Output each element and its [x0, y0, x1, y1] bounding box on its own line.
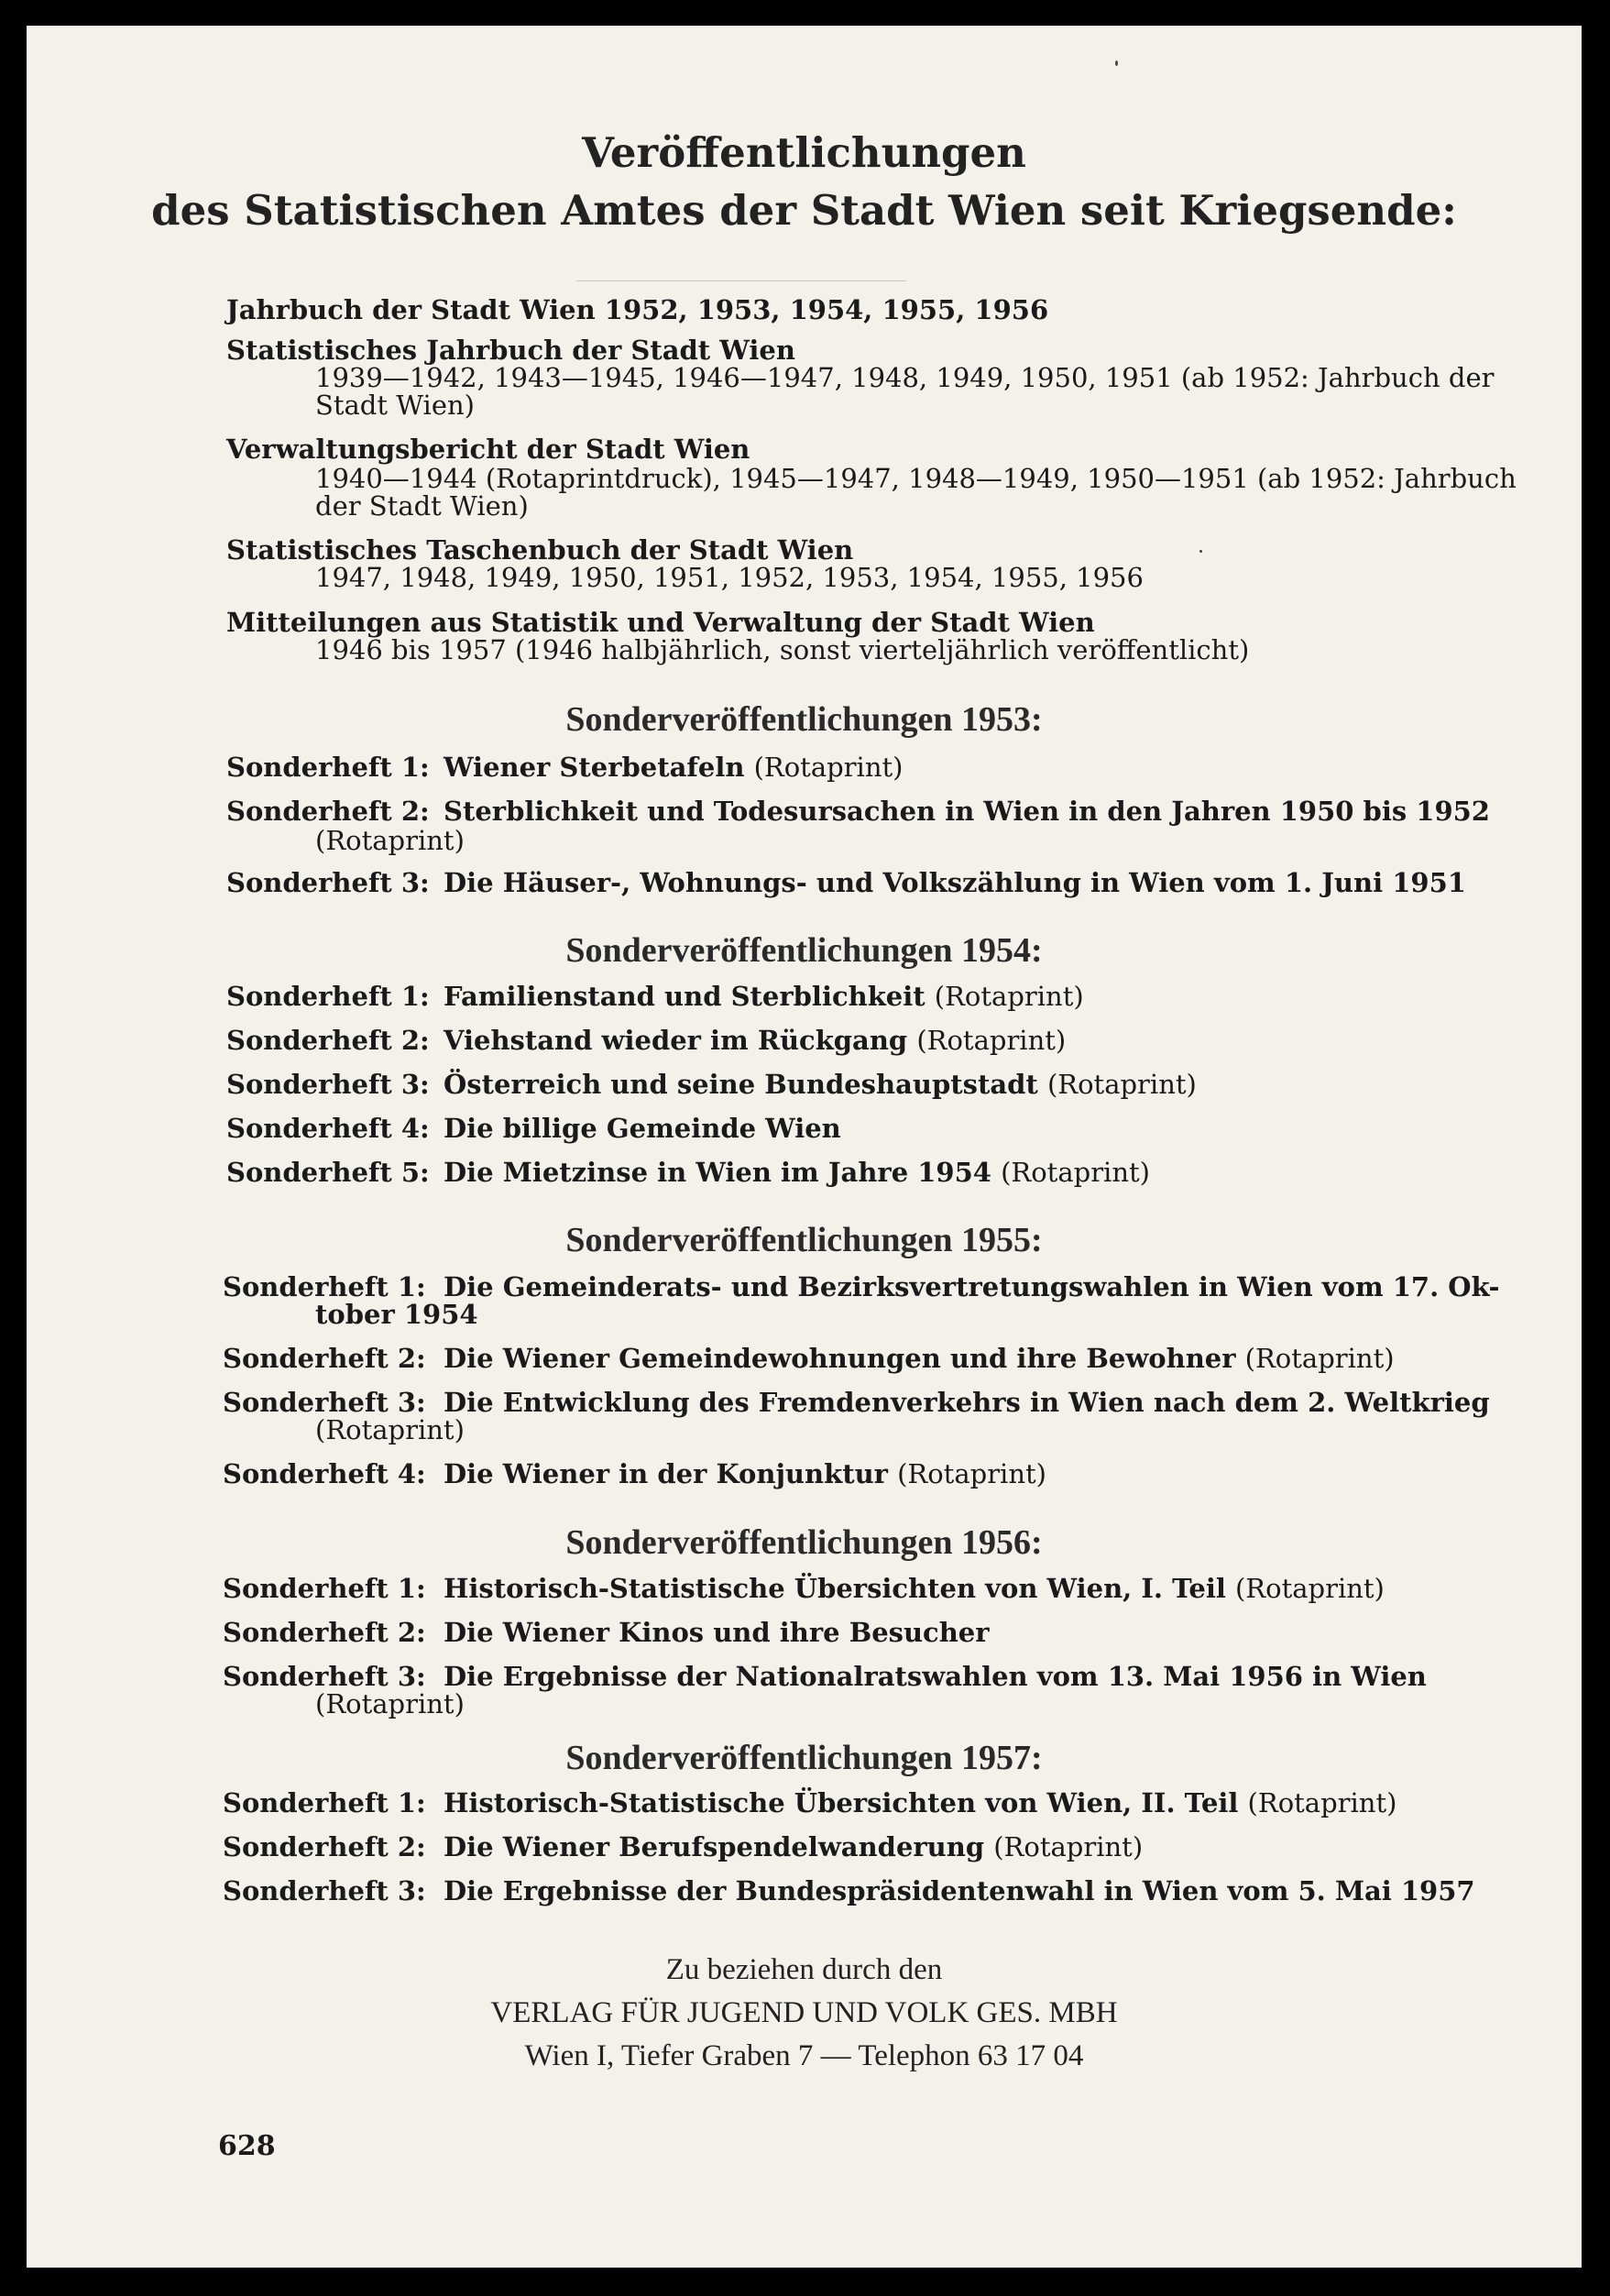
sonderheft-title-continued: tober 1954	[315, 1299, 478, 1330]
publication-detail: 1939—1942, 1943—1945, 1946—1947, 1948, 1949, 1950, 1951 (ab 1952: Jahrbuch der	[315, 362, 1495, 393]
section-heading-1953: Sonderveröffentlichungen 1953:	[565, 700, 1043, 739]
sonderheft-title: Historisch-Statistische Übersichten von Wien, I. Teil (Rotaprint)	[444, 1573, 1385, 1604]
sonderheft-label: Sonderheft 5:	[226, 1157, 430, 1188]
section-heading-1956: Sonderveröffentlichungen 1956:	[565, 1523, 1043, 1562]
section-heading-1955: Sonderveröffentlichungen 1955:	[565, 1221, 1043, 1259]
sonderheft-label: Sonderheft 3:	[226, 867, 430, 898]
sonderheft-label: Sonderheft 3:	[226, 1069, 430, 1100]
publication-title: Statistisches Taschenbuch der Stadt Wien	[226, 534, 854, 566]
sonderheft-title: Die Wiener in der Konjunktur (Rotaprint)	[444, 1458, 1046, 1489]
sonderheft-label: Sonderheft 2:	[223, 1617, 426, 1648]
sonderheft-label: Sonderheft 2:	[223, 1343, 426, 1374]
publication-detail: der Stadt Wien)	[315, 490, 529, 522]
sonderheft-title: Die Ergebnisse der Nationalratswahlen vom 13. Mai 1956 in Wien	[444, 1661, 1427, 1692]
sonderheft-title: Wiener Sterbetafeln (Rotaprint)	[444, 752, 904, 783]
sonderheft-label: Sonderheft 2:	[223, 1831, 426, 1862]
sonderheft-label: Sonderheft 3:	[223, 1875, 426, 1906]
section-heading-1957: Sonderveröffentlichungen 1957:	[565, 1739, 1043, 1777]
sonderheft-title: Familienstand und Sterblichkeit (Rotaprint)	[444, 981, 1084, 1012]
sonderheft-label: Sonderheft 3:	[223, 1387, 426, 1418]
sonderheft-title: Die Mietzinse in Wien im Jahre 1954 (Rotaprint)	[444, 1157, 1150, 1188]
sonderheft-title: Die Häuser-, Wohnungs- und Volkszählung in Wien vom 1. Juni 1951	[444, 867, 1466, 898]
publication-detail: Stadt Wien)	[315, 390, 475, 421]
sonderheft-title: Die Ergebnisse der Bundespräsidentenwahl in Wien vom 5. Mai 1957	[444, 1875, 1475, 1906]
page-number: 628	[218, 2130, 276, 2162]
footer-publisher: VERLAG FÜR JUGEND UND VOLK GES. MBH	[490, 1996, 1118, 2029]
divider	[576, 280, 906, 281]
publication-detail: 1940—1944 (Rotaprintdruck), 1945—1947, 1948—1949, 1950—1951 (ab 1952: Jahrbuch	[315, 463, 1517, 494]
sonderheft-title: Die billige Gemeinde Wien	[444, 1113, 841, 1144]
sonderheft-title: Viehstand wieder im Rückgang (Rotaprint)	[444, 1025, 1067, 1056]
sonderheft-label: Sonderheft 1:	[223, 1271, 426, 1302]
title-line-2: des Statistischen Amtes der Stadt Wien seit Kriegsende:	[151, 186, 1457, 235]
sonderheft-title: Die Wiener Gemeindewohnungen und ihre Bewohner (Rotaprint)	[444, 1343, 1395, 1374]
sonderheft-title: Die Wiener Kinos und ihre Besucher	[444, 1617, 990, 1648]
sonderheft-label: Sonderheft 1:	[223, 1787, 426, 1818]
sonderheft-label: Sonderheft 2:	[226, 796, 430, 827]
sonderheft-title: Die Wiener Berufspendelwanderung (Rotaprint)	[444, 1831, 1144, 1862]
title-line-1: Veröffentlichungen	[582, 128, 1026, 177]
sonderheft-title: Sterblichkeit und Todesursachen in Wien in den Jahren 1950 bis 1952	[444, 796, 1490, 827]
sonderheft-label: Sonderheft 2:	[226, 1025, 430, 1056]
sonderheft-title: Die Entwicklung des Fremdenverkehrs in Wien nach dem 2. Weltkrieg	[444, 1387, 1490, 1418]
sonderheft-label: Sonderheft 4:	[223, 1458, 426, 1489]
sonderheft-label: Sonderheft 3:	[223, 1661, 426, 1692]
sonderheft-note: (Rotaprint)	[315, 825, 465, 856]
publication-title: Mitteilungen aus Statistik und Verwaltung der Stadt Wien	[226, 607, 1095, 638]
sonderheft-title: Die Gemeinderats- und Bezirksvertretungswahlen in Wien vom 17. Ok-	[444, 1271, 1500, 1302]
publication-detail: 1947, 1948, 1949, 1950, 1951, 1952, 1953, 1954, 1955, 1956	[315, 562, 1144, 593]
sonderheft-label: Sonderheft 1:	[223, 1573, 426, 1604]
publication-title: Statistisches Jahrbuch der Stadt Wien	[226, 335, 795, 366]
sonderheft-note: (Rotaprint)	[315, 1688, 465, 1719]
page	[27, 26, 1582, 2268]
publication-title: Verwaltungsbericht der Stadt Wien	[226, 434, 750, 465]
sonderheft-label: Sonderheft 1:	[226, 752, 430, 783]
sonderheft-label: Sonderheft 1:	[226, 981, 430, 1012]
publication-detail: 1946 bis 1957 (1946 halbjährlich, sonst vierteljährlich veröffentlicht)	[315, 634, 1250, 665]
section-heading-1954: Sonderveröffentlichungen 1954:	[565, 931, 1043, 970]
print-speck	[1115, 60, 1118, 66]
publication-title: Jahrbuch der Stadt Wien 1952, 1953, 1954, 1955, 1956	[226, 294, 1049, 325]
sonderheft-note: (Rotaprint)	[315, 1414, 465, 1445]
footer-address: Wien I, Tiefer Graben 7 — Telephon 63 17 04	[524, 2039, 1084, 2072]
footer-line-1: Zu beziehen durch den	[665, 1953, 943, 1986]
print-speck	[1199, 550, 1202, 553]
sonderheft-title: Historisch-Statistische Übersichten von Wien, II. Teil (Rotaprint)	[444, 1787, 1397, 1818]
sonderheft-label: Sonderheft 4:	[226, 1113, 430, 1144]
sonderheft-title: Österreich und seine Bundeshauptstadt (Rotaprint)	[444, 1069, 1197, 1100]
